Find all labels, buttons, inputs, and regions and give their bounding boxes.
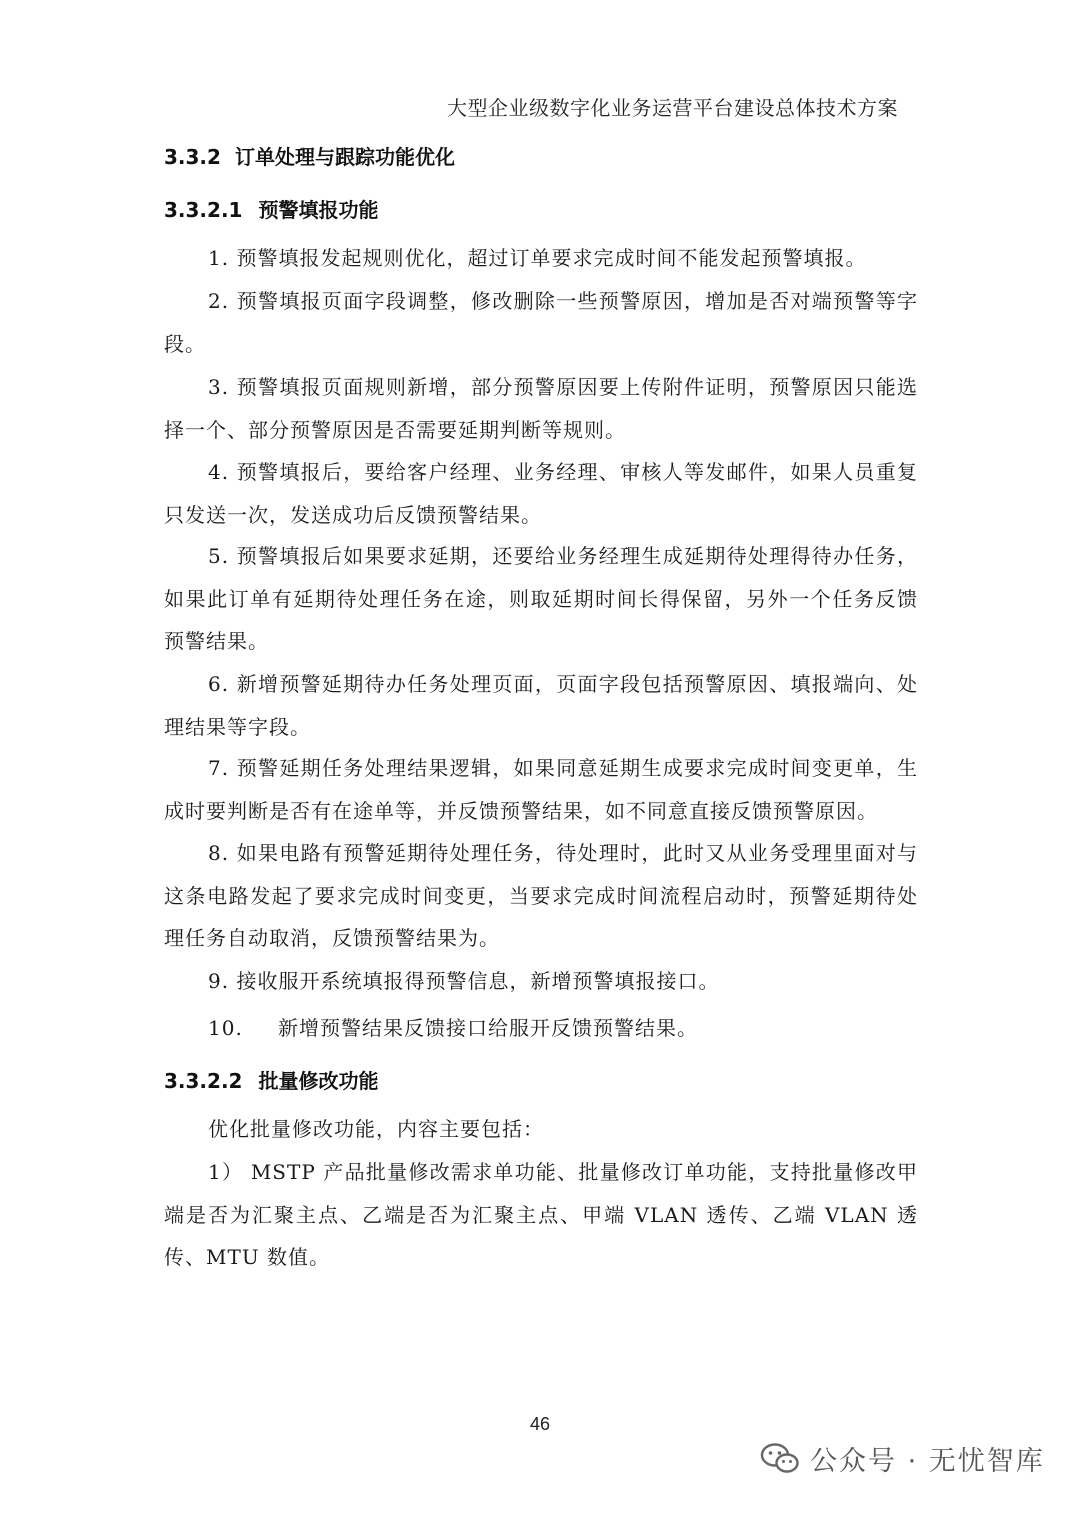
list-item: 4. 预警填报后，要给客户经理、业务经理、审核人等发邮件，如果人员重复只发送一次，发送成功后反馈预警结果。 bbox=[164, 460, 918, 527]
list-item: 7. 预警延期任务处理结果逻辑，如果同意延期生成要求完成时间变更单，生成时要判断是否有在途单等，并反馈预警结果，如不同意直接反馈预警原因。 bbox=[164, 756, 918, 823]
list-item: 3. 预警填报页面规则新增，部分预警原因要上传附件证明，预警原因只能选择一个、部分预警原因是否需要延期判断等规则。 bbox=[164, 375, 918, 442]
subsection-title: 批量修改功能 bbox=[258, 1069, 379, 1093]
intro-paragraph: 优化批量修改功能，内容主要包括： bbox=[208, 1117, 544, 1141]
list-item: 1） MSTP 产品批量修改需求单功能、批量修改订单功能，支持批量修改甲端是否为汇聚主点、乙端是否为汇聚主点、甲端 VLAN 透传、乙端 VLAN 透传、MTU 数值。 bbox=[164, 1160, 918, 1269]
subsection-number: 3.3.2.1 bbox=[164, 198, 243, 222]
section-title: 订单处理与跟踪功能优化 bbox=[234, 145, 455, 169]
list-item: 1. 预警填报发起规则优化，超过订单要求完成时间不能发起预警填报。 bbox=[208, 246, 867, 270]
list-item: 6. 新增预警延期待办任务处理页面，页面字段包括预警原因、填报端向、处理结果等字段。 bbox=[164, 672, 918, 739]
section-heading bbox=[164, 141, 455, 170]
list-item: 8. 如果电路有预警延期待处理任务，待处理时，此时又从业务受理里面对与这条电路发起了要求完成时间变更，当要求完成时间流程启动时，预警延期待处理任务自动取消，反馈预警结果为。 bbox=[164, 841, 918, 950]
wechat-icon bbox=[760, 1442, 800, 1474]
list-item: 2. 预警填报页面字段调整，修改删除一些预警原因，增加是否对端预警等字段。 bbox=[164, 289, 918, 356]
subsection-heading-1 bbox=[164, 194, 378, 223]
list-item-number: 10. bbox=[208, 1016, 243, 1040]
section-number: 3.3.2 bbox=[164, 145, 221, 169]
watermark bbox=[760, 1438, 1045, 1478]
subsection-title: 预警填报功能 bbox=[258, 198, 379, 222]
list-item: 5. 预警填报后如果要求延期，还要给业务经理生成延期待处理得待办任务，如果此订单有延期待处理任务在途，则取延期时间长得保留，另外一个任务反馈预警结果。 bbox=[164, 544, 918, 653]
list-item bbox=[208, 1012, 698, 1041]
watermark-text: 公众号 · 无忧智库 bbox=[810, 1445, 1045, 1477]
list-item-text: 新增预警结果反馈接口给服开反馈预警结果。 bbox=[278, 1016, 698, 1040]
subsection-heading-2 bbox=[164, 1065, 378, 1094]
list-item: 9. 接收服开系统填报得预警信息，新增预警填报接口。 bbox=[208, 969, 720, 993]
subsection-number: 3.3.2.2 bbox=[164, 1069, 243, 1093]
page-header: 大型企业级数字化业务运营平台建设总体技术方案 bbox=[447, 96, 898, 120]
page-number: 46 bbox=[529, 1414, 551, 1434]
